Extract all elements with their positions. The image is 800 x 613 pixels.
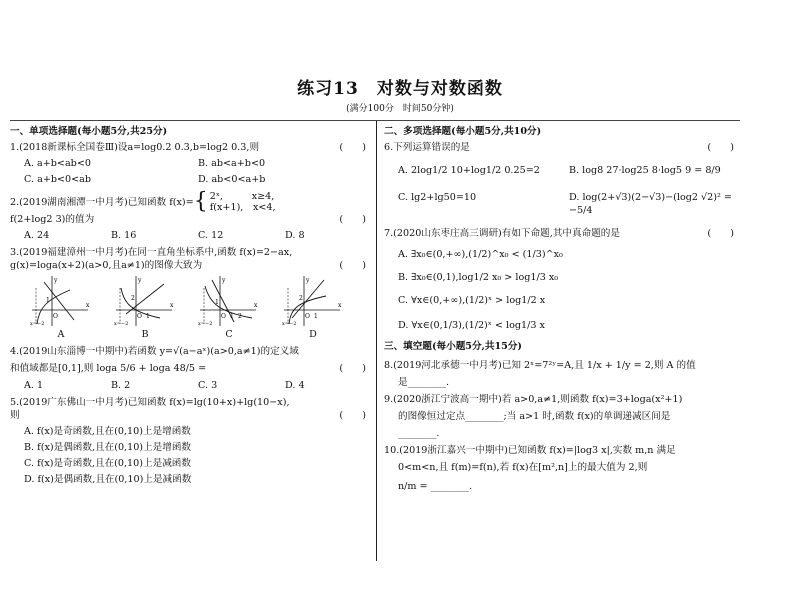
graph-b <box>114 274 176 341</box>
option-a: A. ∃x₀∈(0,+∞),(1/2)^x₀ < (1/3)^x₀ <box>398 249 563 260</box>
svg-text:x: x <box>170 302 174 309</box>
question-4-options <box>10 379 372 392</box>
svg-text:x: x <box>254 302 258 309</box>
svg-text:2: 2 <box>238 313 242 320</box>
question-7 <box>384 227 740 332</box>
question-1-options <box>10 157 372 186</box>
column-divider <box>376 121 377 561</box>
page-subtitle: (满分100分 时间50分钟) <box>346 104 454 114</box>
option-c: C. 12 <box>198 230 224 241</box>
option-c: C. lg2+lg50=10 <box>398 192 477 203</box>
question-2 <box>10 191 372 242</box>
section-3-heading: 三、填空题(每小题5分,共15分) <box>384 341 522 352</box>
svg-text:y: y <box>138 277 142 284</box>
option-d: D. 8 <box>285 230 305 241</box>
section-2-heading: 二、多项选择题(每小题5分,共10分) <box>384 126 542 137</box>
option-c: C. a+b<0<ab <box>24 174 92 185</box>
svg-text:x: x <box>86 302 90 309</box>
option-b: B. 16 <box>111 230 137 241</box>
svg-text:x=−2: x=−2 <box>282 321 297 327</box>
right-column <box>384 124 740 495</box>
piecewise-definition <box>194 191 276 213</box>
option-a: A. 1 <box>24 380 44 391</box>
question-10-stem: 10.(2019浙江嘉兴一中期中)已知函数 f(x)=|log3 x|,实数 m,n 满足 <box>384 445 676 456</box>
question-6-stem: 6.下列运算错误的是 <box>384 142 470 153</box>
svg-text:1: 1 <box>46 297 50 304</box>
question-2-line2: f(2+log2 3)的值为 <box>10 214 95 225</box>
svg-text:O: O <box>137 313 142 320</box>
svg-text:1: 1 <box>314 313 318 320</box>
option-c: C. ∀x∈(0,+∞),(1/2)ˣ > log1/2 x <box>398 295 546 306</box>
option-c: C. f(x)是奇函数,且在(0,10)上是减函数 <box>24 458 191 469</box>
question-9-stem: 9.(2020浙江宁波高一期中)若 a>0,a≠1,则函数 f(x)=3+loga(x²+1) <box>384 394 683 405</box>
question-10 <box>384 444 740 493</box>
graph-a <box>30 274 92 341</box>
page-title: 练习13 对数与对数函数 <box>297 79 503 99</box>
piece-case-2: f(x+1), x<4, <box>209 202 276 213</box>
svg-text:1: 1 <box>230 313 234 320</box>
header-divider <box>10 120 740 121</box>
svg-text:x: x <box>338 302 342 309</box>
question-10-line3: n/m = ________. <box>398 481 473 492</box>
question-8-stem: 8.(2019河北承德一中月考)已知 2ˣ=7²ʸ=A,且 1/x + 1/y = 2,则 A 的值 <box>384 360 696 371</box>
svg-text:y: y <box>306 277 310 284</box>
answer-bracket: ( ) <box>339 410 366 421</box>
question-5 <box>10 396 372 486</box>
svg-text:O: O <box>221 313 226 320</box>
svg-text:2: 2 <box>299 295 303 302</box>
answer-bracket: ( ) <box>707 142 734 153</box>
option-a: A. f(x)是奇函数,且在(0,10)上是增函数 <box>24 426 191 437</box>
svg-text:x=−2: x=−2 <box>30 321 45 327</box>
question-10-line2: 0<m<n,且 f(m)=f(n),若 f(x)在[m²,n]上的最大值为 2,则 <box>398 462 648 473</box>
graph-options <box>10 274 372 341</box>
option-a: A. a+b<ab<0 <box>24 158 91 169</box>
option-b: B. ab<a+b<0 <box>198 158 266 169</box>
question-2-stem: 2.(2019湖南湘潭一中月考)已知函数 f(x)= <box>10 196 194 208</box>
question-1-stem: 1.(2018新课标全国卷Ⅲ)设a=log0.2 0.3,b=log2 0.3,则 <box>10 142 260 153</box>
graph-b-label: B <box>141 329 149 340</box>
svg-text:x=−2: x=−2 <box>198 321 213 327</box>
option-b: B. log8 27·log25 8·log5 9 = 8/9 <box>569 165 721 176</box>
question-9-line2: 的图像恒过定点________;当 a>1 时,函数 f(x)的单调递减区间是 <box>398 411 671 422</box>
svg-text:O: O <box>305 313 310 320</box>
graph-d <box>282 274 344 341</box>
answer-bracket: ( ) <box>339 260 366 271</box>
answer-bracket: ( ) <box>339 142 366 153</box>
option-d: D. ab<0<a+b <box>198 174 266 185</box>
svg-text:x=−2: x=−2 <box>114 321 129 327</box>
question-3-line2: g(x)=loga(x+2)(a>0,且a≠1)的图像大致为 <box>10 260 203 271</box>
option-d: D. ∀x∈(0,1/3),(1/2)ˣ < log1/3 x <box>398 320 545 331</box>
question-4 <box>10 345 372 392</box>
svg-text:y: y <box>222 277 226 284</box>
graph-c-label: C <box>225 329 233 340</box>
option-a: A. 2log1/2 10+log1/2 0.25=2 <box>398 165 540 176</box>
piece-case-1: 2ˣ, x≥4, <box>209 191 275 202</box>
answer-bracket: ( ) <box>339 363 366 374</box>
question-3-stem: 3.(2019福建漳州一中月考)在同一直角坐标系中,函数 f(x)=2−ax, <box>10 247 293 258</box>
section-1-heading: 一、单项选择题(每小题5分,共25分) <box>10 126 168 137</box>
question-6 <box>384 141 740 217</box>
graph-d-figure <box>282 274 344 328</box>
question-4-stem: 4.(2019山东淄博一中期中)若函数 y=√(a−aˣ)(a>0,a≠1)的定义域 <box>10 346 299 357</box>
svg-text:1: 1 <box>215 299 219 306</box>
graph-c <box>198 274 260 341</box>
option-d: D. f(x)是偶函数,且在(0,10)上是减函数 <box>24 474 192 485</box>
graph-c-figure <box>198 274 260 328</box>
graph-a-figure <box>30 274 92 328</box>
graph-d-label: D <box>309 329 317 340</box>
question-8-line2: 是________. <box>398 377 450 388</box>
question-4-line2: 和值域都是[0,1],则 loga 5/6 + loga 48/5 = <box>10 363 207 374</box>
svg-text:2: 2 <box>131 295 135 302</box>
svg-text:y: y <box>54 277 58 284</box>
question-5-line2: 则 <box>10 410 20 421</box>
option-a: A. 24 <box>24 230 50 241</box>
option-b: B. f(x)是偶函数,且在(0,10)上是增函数 <box>24 442 192 453</box>
answer-bracket: ( ) <box>339 214 366 225</box>
brace: { <box>193 189 208 214</box>
left-column <box>10 124 372 489</box>
question-1 <box>10 141 372 186</box>
graph-b-figure <box>114 274 176 328</box>
svg-text:O: O <box>53 313 58 320</box>
option-c: C. 3 <box>198 380 218 391</box>
graph-a-label: A <box>57 329 65 340</box>
question-3 <box>10 246 372 341</box>
option-d: D. 4 <box>285 380 305 391</box>
option-d: D. log(2+√3)(2−√3)−(log2 √2)² = −5/4 <box>569 192 732 216</box>
option-b: B. 2 <box>111 380 131 391</box>
answer-bracket: ( ) <box>707 228 734 239</box>
svg-text:1: 1 <box>146 313 150 320</box>
question-7-stem: 7.(2020山东枣庄高三调研)有如下命题,其中真命题的是 <box>384 228 620 239</box>
question-8 <box>384 359 740 389</box>
question-9-line3: ________. <box>398 428 440 439</box>
question-6-options-cd <box>384 191 740 217</box>
question-5-stem: 5.(2019广东佛山一中月考)已知函数 f(x)=lg(10+x)+lg(10−x), <box>10 397 290 408</box>
option-b: B. ∃x₀∈(0,1),log1/2 x₀ > log1/3 x₀ <box>398 272 559 283</box>
question-9 <box>384 393 740 440</box>
question-6-options-ab <box>384 164 740 177</box>
question-2-options <box>10 229 372 242</box>
